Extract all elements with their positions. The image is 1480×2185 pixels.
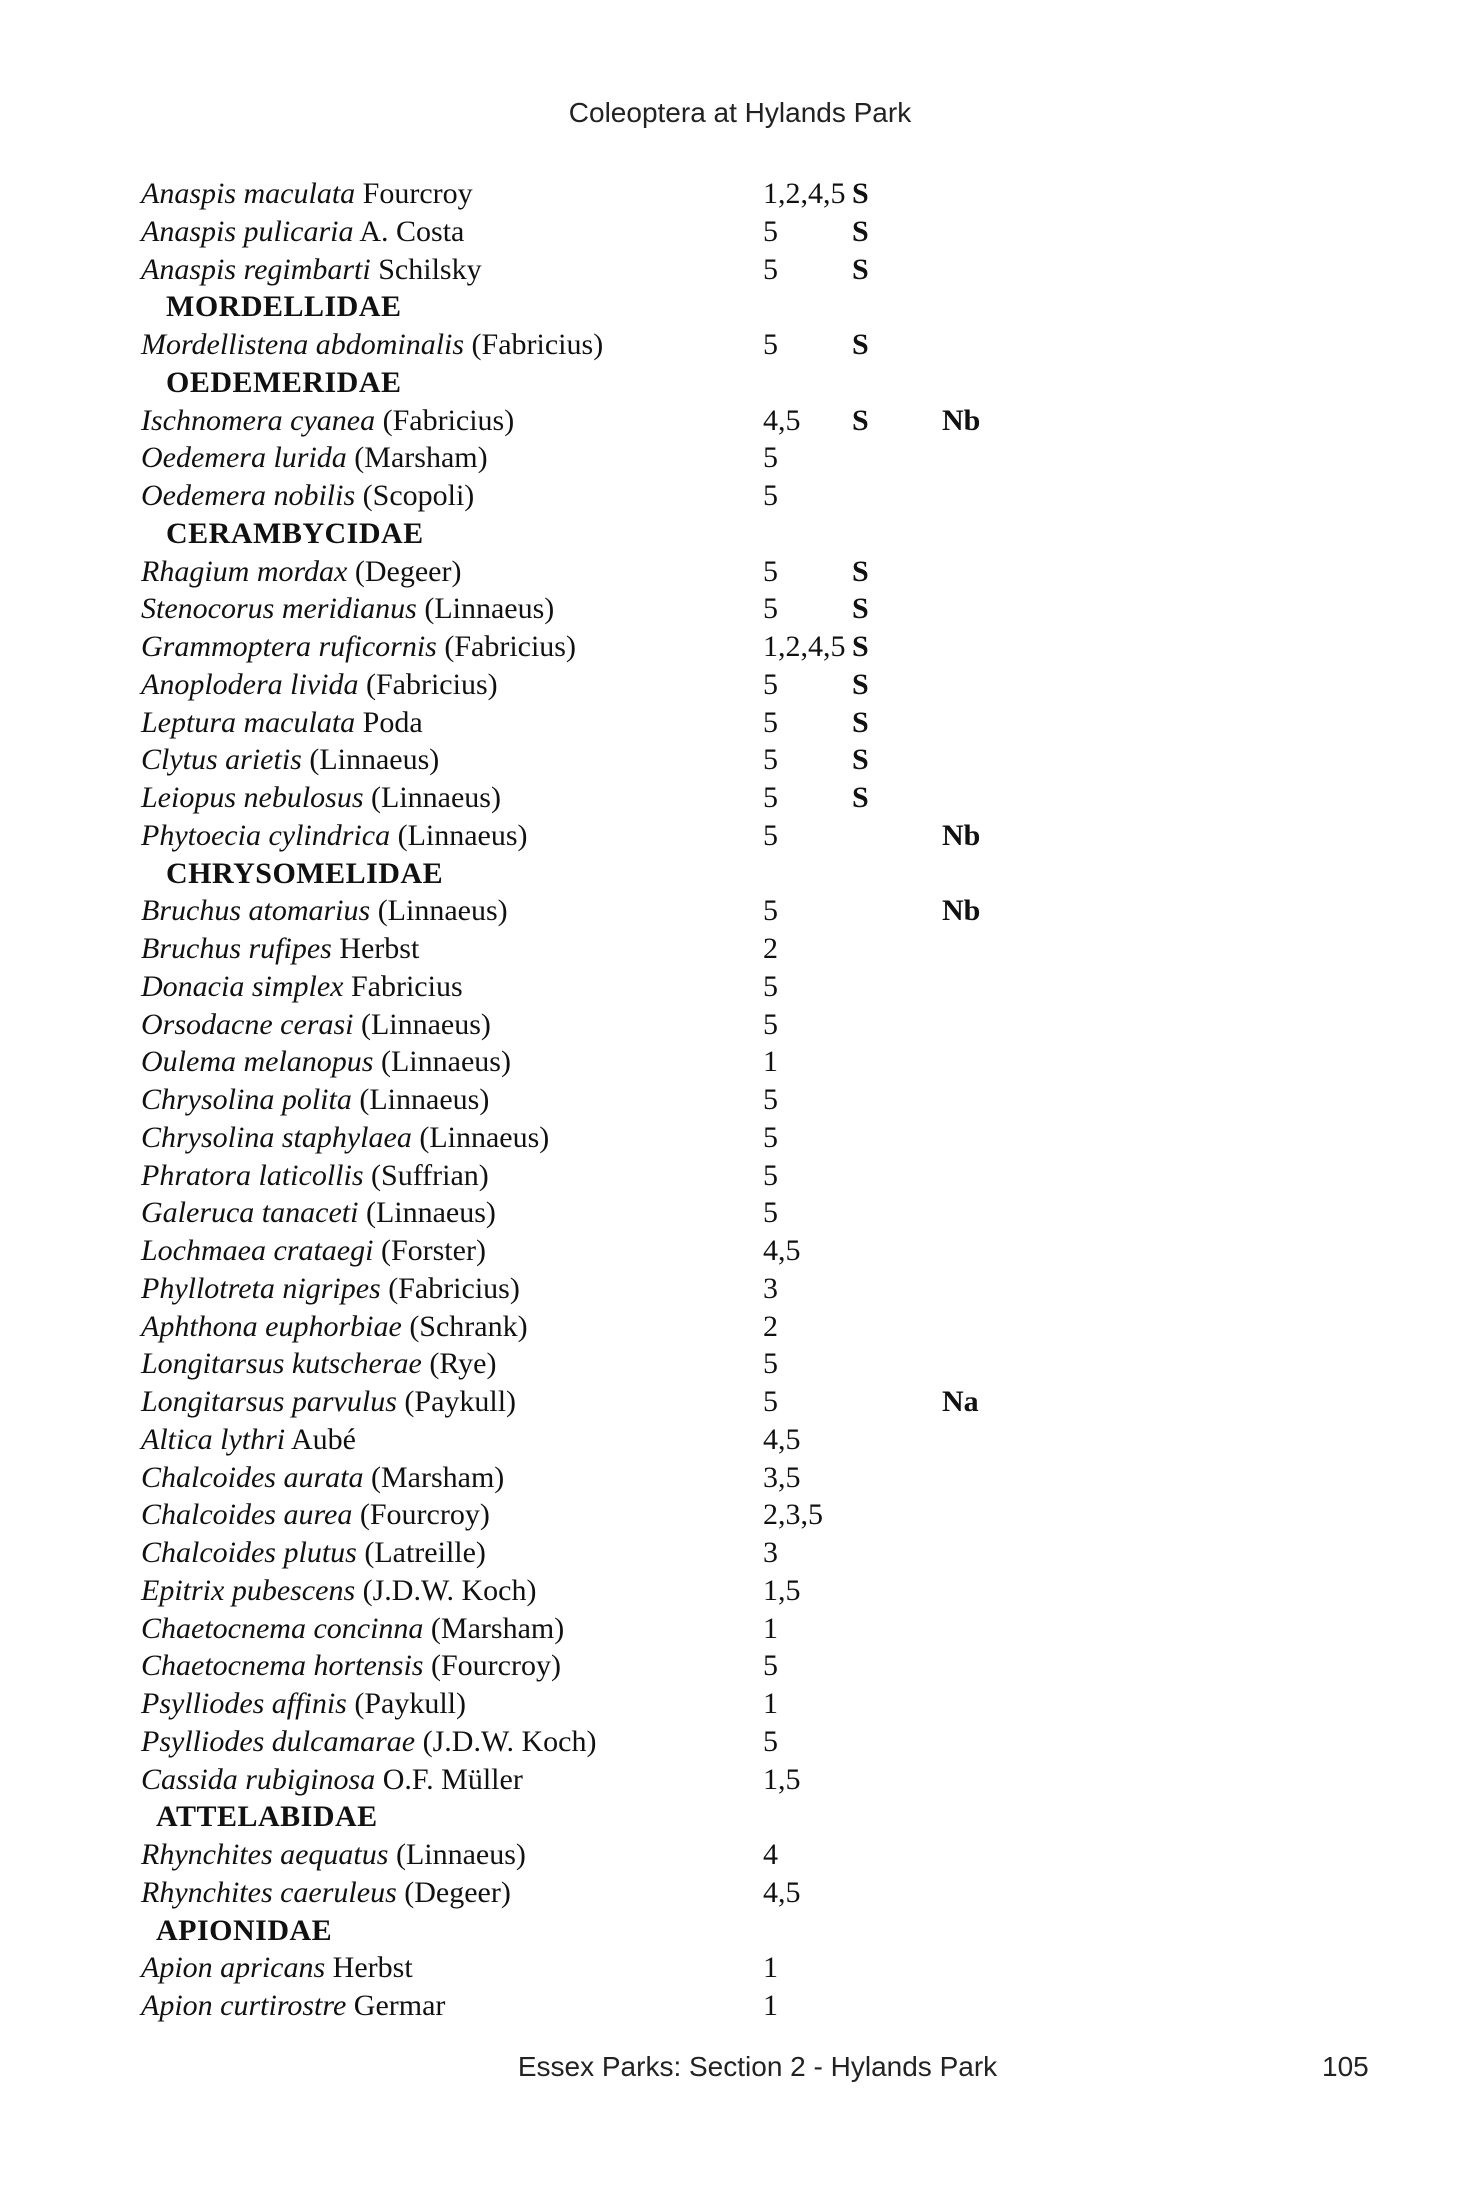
species-name [141, 251, 482, 289]
species-row [141, 1874, 1341, 1912]
species-binomial: Anoplodera livida [141, 667, 359, 701]
species-name [141, 213, 464, 251]
species-binomial: Bruchus rufipes [141, 932, 332, 965]
species-author: Fabricius [350, 969, 463, 1003]
species-row [141, 1232, 1341, 1270]
species-author: (Linnaeus) [360, 1007, 491, 1041]
species-author: (Linnaeus) [424, 592, 555, 626]
site-numbers: 1 [763, 1951, 778, 1985]
species-name [141, 1647, 561, 1685]
species-author: (Suffrian) [371, 1158, 489, 1192]
species-row [141, 590, 1341, 628]
status-code: S [852, 667, 869, 701]
species-row [141, 704, 1341, 742]
family-heading: CERAMBYCIDAE [166, 516, 424, 550]
species-name [141, 1194, 496, 1232]
national-status: Nb [942, 403, 981, 437]
site-numbers: 2 [763, 1309, 778, 1343]
family-heading: OEDEMERIDAE [166, 365, 402, 399]
species-binomial: Donacia simplex [141, 969, 344, 1003]
species-name [141, 666, 498, 704]
species-author: (Forster) [380, 1234, 486, 1267]
species-author: Aubé [291, 1422, 356, 1456]
species-binomial: Chaetocnema hortensis [141, 1649, 424, 1683]
species-author: (Linnaeus) [377, 894, 508, 928]
site-numbers: 1,5 [763, 1573, 801, 1607]
species-author: (Marsham) [371, 1460, 505, 1494]
site-numbers: 5 [763, 667, 778, 701]
site-numbers: 5 [763, 214, 778, 248]
species-name [141, 439, 488, 477]
species-list [141, 175, 1341, 2025]
species-author: Germar [353, 1989, 446, 2022]
site-numbers: 1,2,4,5 [763, 630, 846, 663]
site-numbers: 5 [763, 743, 778, 777]
site-numbers: 5 [763, 705, 778, 739]
site-numbers: 2,3,5 [763, 1498, 823, 1532]
species-name [141, 1270, 520, 1308]
species-name [141, 1949, 413, 1987]
species-author: (Fabricius) [365, 667, 498, 701]
species-binomial: Aphthona euphorbiae [141, 1309, 402, 1343]
species-author: Poda [362, 705, 423, 739]
species-author: Herbst [339, 932, 420, 965]
species-author: (Degeer) [404, 1875, 511, 1909]
species-name [141, 326, 603, 364]
species-author: (Paykull) [404, 1385, 517, 1418]
species-binomial: Oedemera nobilis [141, 479, 356, 512]
site-numbers: 5 [763, 1007, 778, 1041]
species-binomial: Cassida rubiginosa [141, 1762, 376, 1796]
species-name [141, 1874, 511, 1912]
status-code: S [852, 214, 869, 248]
species-author: (Linnaeus) [371, 781, 501, 814]
site-numbers: 3 [763, 1536, 778, 1569]
status-code: S [852, 177, 869, 210]
species-name [141, 1308, 528, 1346]
site-numbers: 5 [763, 1196, 778, 1230]
species-name [141, 402, 514, 440]
species-author: (Degeer) [354, 554, 462, 588]
species-row [141, 1270, 1341, 1308]
footer-title: Essex Parks: Section 2 - Hylands Park [517, 2051, 998, 2082]
site-numbers: 5 [763, 554, 778, 588]
species-row [141, 251, 1341, 289]
species-row [141, 892, 1341, 930]
species-author: Fourcroy [362, 177, 473, 210]
status-code: S [852, 705, 869, 739]
family-heading: CHRYSOMELIDAE [166, 856, 444, 890]
site-numbers: 5 [763, 1385, 778, 1418]
species-binomial: Lochmaea crataegi [141, 1234, 374, 1267]
species-binomial: Oedemera lurida [141, 441, 347, 475]
species-name [141, 1043, 511, 1081]
species-author: (Fabricius) [382, 403, 515, 437]
site-numbers: 5 [763, 818, 778, 852]
species-name [141, 1081, 489, 1119]
species-row [141, 1345, 1341, 1383]
species-name [141, 1459, 504, 1497]
species-row [141, 1383, 1341, 1421]
species-binomial: Chrysolina staphylaea [141, 1120, 412, 1154]
species-name [141, 1006, 491, 1044]
species-name [141, 1761, 523, 1799]
species-name [141, 477, 474, 515]
species-name [141, 1836, 526, 1874]
species-binomial: Anaspis maculata [141, 177, 356, 210]
species-binomial: Phyllotreta nigripes [141, 1271, 381, 1305]
species-row [141, 1459, 1341, 1497]
species-name [141, 968, 463, 1006]
species-row [141, 1081, 1341, 1119]
species-row [141, 553, 1341, 591]
family-heading-row [141, 288, 1341, 326]
site-numbers: 5 [763, 441, 778, 475]
species-name [141, 1421, 356, 1459]
species-row [141, 930, 1341, 968]
national-status: Na [942, 1385, 979, 1418]
species-binomial: Chalcoides aurata [141, 1460, 364, 1494]
species-name [141, 590, 554, 628]
species-row [141, 175, 1341, 213]
species-binomial: Bruchus atomarius [141, 894, 371, 928]
family-heading-row [141, 855, 1341, 893]
species-author: (Linnaeus) [359, 1083, 490, 1116]
species-row [141, 1006, 1341, 1044]
species-name [141, 1157, 489, 1195]
site-numbers: 1 [763, 1611, 778, 1645]
species-row [141, 402, 1341, 440]
site-numbers: 5 [763, 781, 778, 814]
species-row [141, 1761, 1341, 1799]
species-author: (Marsham) [354, 441, 488, 475]
status-code: S [852, 781, 869, 814]
site-numbers: 1 [763, 1989, 778, 2022]
status-code: S [852, 630, 869, 663]
species-author: A. Costa [359, 214, 465, 248]
species-name [141, 779, 501, 817]
national-status: Nb [942, 894, 981, 928]
site-numbers: 5 [763, 592, 778, 626]
species-name [141, 741, 439, 779]
site-numbers: 5 [763, 1120, 778, 1154]
species-row [141, 213, 1341, 251]
species-row [141, 1647, 1341, 1685]
species-author: (J.D.W. Koch) [362, 1573, 537, 1607]
species-author: (Rye) [429, 1347, 497, 1381]
species-name [141, 1610, 564, 1648]
species-author: (Marsham) [430, 1611, 565, 1645]
species-row [141, 1685, 1341, 1723]
species-binomial: Galeruca tanaceti [141, 1196, 359, 1230]
species-row [141, 439, 1341, 477]
status-code: S [852, 743, 869, 777]
species-name [141, 1534, 486, 1572]
species-name [141, 1496, 490, 1534]
species-author: (Linnaeus) [309, 743, 440, 777]
status-code: S [852, 252, 869, 286]
site-numbers: 1,5 [763, 1762, 801, 1796]
species-row [141, 1496, 1341, 1534]
species-row [141, 1836, 1341, 1874]
species-binomial: Leptura maculata [141, 705, 356, 739]
status-code: S [852, 328, 869, 361]
species-binomial: Chalcoides aurea [141, 1498, 353, 1532]
site-numbers: 4,5 [763, 403, 801, 437]
site-numbers: 4,5 [763, 1234, 801, 1267]
species-binomial: Orsodacne cerasi [141, 1007, 354, 1041]
species-author: (Fabricius) [388, 1271, 520, 1305]
species-binomial: Rhynchites aequatus [141, 1838, 389, 1871]
species-author: (Fourcroy) [359, 1498, 490, 1532]
site-numbers: 1,2,4,5 [763, 177, 846, 210]
species-name [141, 1572, 537, 1610]
site-numbers: 4,5 [763, 1875, 801, 1909]
site-numbers: 5 [763, 1724, 778, 1758]
species-row [141, 666, 1341, 704]
species-binomial: Epitrix pubescens [141, 1573, 356, 1607]
species-binomial: Leiopus nebulosus [141, 781, 364, 814]
species-author: (Paykull) [354, 1687, 466, 1720]
site-numbers: 5 [763, 328, 778, 361]
site-numbers: 3 [763, 1271, 778, 1305]
species-author: (Schrank) [409, 1309, 528, 1343]
species-binomial: Psylliodes affinis [141, 1687, 347, 1720]
species-author: (Scopoli) [362, 479, 475, 512]
species-binomial: Rhynchites caeruleus [141, 1875, 397, 1909]
family-heading-row [141, 364, 1341, 402]
species-row [141, 326, 1341, 364]
site-numbers: 5 [763, 1649, 778, 1683]
species-author: (Fabricius) [471, 328, 604, 361]
site-numbers: 5 [763, 1158, 778, 1192]
site-numbers: 5 [763, 1083, 778, 1116]
species-name [141, 1345, 496, 1383]
site-numbers: 3,5 [763, 1460, 801, 1494]
species-row [141, 741, 1341, 779]
species-row [141, 779, 1341, 817]
species-binomial: Altica lythri [141, 1422, 286, 1456]
species-name [141, 1383, 516, 1421]
species-name [141, 1119, 549, 1157]
family-heading: ATTELABIDAE [156, 1800, 378, 1834]
species-binomial: Longitarsus parvulus [141, 1385, 397, 1418]
species-binomial: Mordellistena abdominalis [141, 328, 465, 361]
species-binomial: Clytus arietis [141, 743, 302, 777]
species-row [141, 1421, 1341, 1459]
species-binomial: Phratora laticollis [141, 1158, 364, 1192]
page-number: 105 [1322, 2051, 1369, 2082]
species-binomial: Grammoptera ruficornis [141, 630, 437, 663]
species-binomial: Phytoecia cylindrica [141, 818, 391, 852]
species-row [141, 968, 1341, 1006]
species-binomial: Stenocorus meridianus [141, 592, 417, 626]
species-row [141, 477, 1341, 515]
species-author: (Linnaeus) [380, 1045, 511, 1079]
species-author: (Fabricius) [444, 630, 576, 663]
species-name [141, 175, 473, 213]
species-row [141, 1119, 1341, 1157]
species-author: O.F. Müller [382, 1762, 523, 1796]
site-numbers: 5 [763, 894, 778, 928]
species-row [141, 1043, 1341, 1081]
species-row [141, 817, 1341, 855]
species-row [141, 628, 1341, 666]
species-row [141, 1610, 1341, 1648]
species-row [141, 1987, 1341, 2025]
site-numbers: 5 [763, 479, 778, 512]
species-row [141, 1308, 1341, 1346]
status-code: S [852, 403, 869, 437]
site-numbers: 1 [763, 1687, 778, 1720]
family-heading: MORDELLIDAE [166, 290, 402, 324]
species-row [141, 1572, 1341, 1610]
species-binomial: Chaetocnema concinna [141, 1611, 424, 1645]
family-heading: APIONIDAE [156, 1913, 333, 1947]
status-code: S [852, 592, 869, 626]
page-header: Coleoptera at Hylands Park [568, 97, 912, 128]
species-row [141, 1949, 1341, 1987]
site-numbers: 5 [763, 969, 778, 1003]
species-name [141, 930, 419, 968]
species-author: (Linnaeus) [419, 1120, 550, 1154]
species-author: (J.D.W. Koch) [422, 1724, 597, 1758]
species-author: Schilsky [378, 252, 482, 286]
species-binomial: Apion curtirostre [141, 1989, 347, 2022]
species-name [141, 1987, 445, 2025]
site-numbers: 4,5 [763, 1422, 801, 1456]
site-numbers: 1 [763, 1045, 778, 1079]
species-author: (Fourcroy) [430, 1649, 561, 1683]
species-binomial: Chrysolina polita [141, 1083, 352, 1116]
species-name [141, 553, 461, 591]
species-row [141, 1194, 1341, 1232]
species-author: (Linnaeus) [365, 1196, 496, 1230]
species-name [141, 892, 508, 930]
species-binomial: Chalcoides plutus [141, 1536, 357, 1569]
species-binomial: Anaspis pulicaria [141, 214, 354, 248]
species-author: (Linnaeus) [395, 1838, 526, 1871]
species-row [141, 1157, 1341, 1195]
species-binomial: Psylliodes dulcamarae [141, 1724, 416, 1758]
site-numbers: 5 [763, 252, 778, 286]
species-binomial: Anaspis regimbarti [141, 252, 371, 286]
species-binomial: Ischnomera cyanea [141, 403, 376, 437]
species-author: (Latreille) [364, 1536, 486, 1569]
species-name [141, 1723, 597, 1761]
species-name [141, 1685, 466, 1723]
family-heading-row [141, 1912, 1341, 1950]
species-binomial: Rhagium mordax [141, 554, 348, 588]
species-author: (Linnaeus) [397, 818, 528, 852]
species-binomial: Apion apricans [141, 1951, 326, 1985]
species-name [141, 704, 423, 742]
status-code: S [852, 554, 869, 588]
national-status: Nb [942, 818, 981, 852]
species-author: Herbst [332, 1951, 413, 1985]
species-binomial: Longitarsus kutscherae [141, 1347, 422, 1381]
family-heading-row [141, 515, 1341, 553]
site-numbers: 5 [763, 1347, 778, 1381]
species-binomial: Oulema melanopus [141, 1045, 374, 1079]
species-name [141, 817, 528, 855]
family-heading-row [141, 1798, 1341, 1836]
species-row [141, 1723, 1341, 1761]
species-name [141, 1232, 486, 1270]
species-name [141, 628, 576, 666]
site-numbers: 2 [763, 932, 778, 965]
species-row [141, 1534, 1341, 1572]
site-numbers: 4 [763, 1838, 778, 1871]
